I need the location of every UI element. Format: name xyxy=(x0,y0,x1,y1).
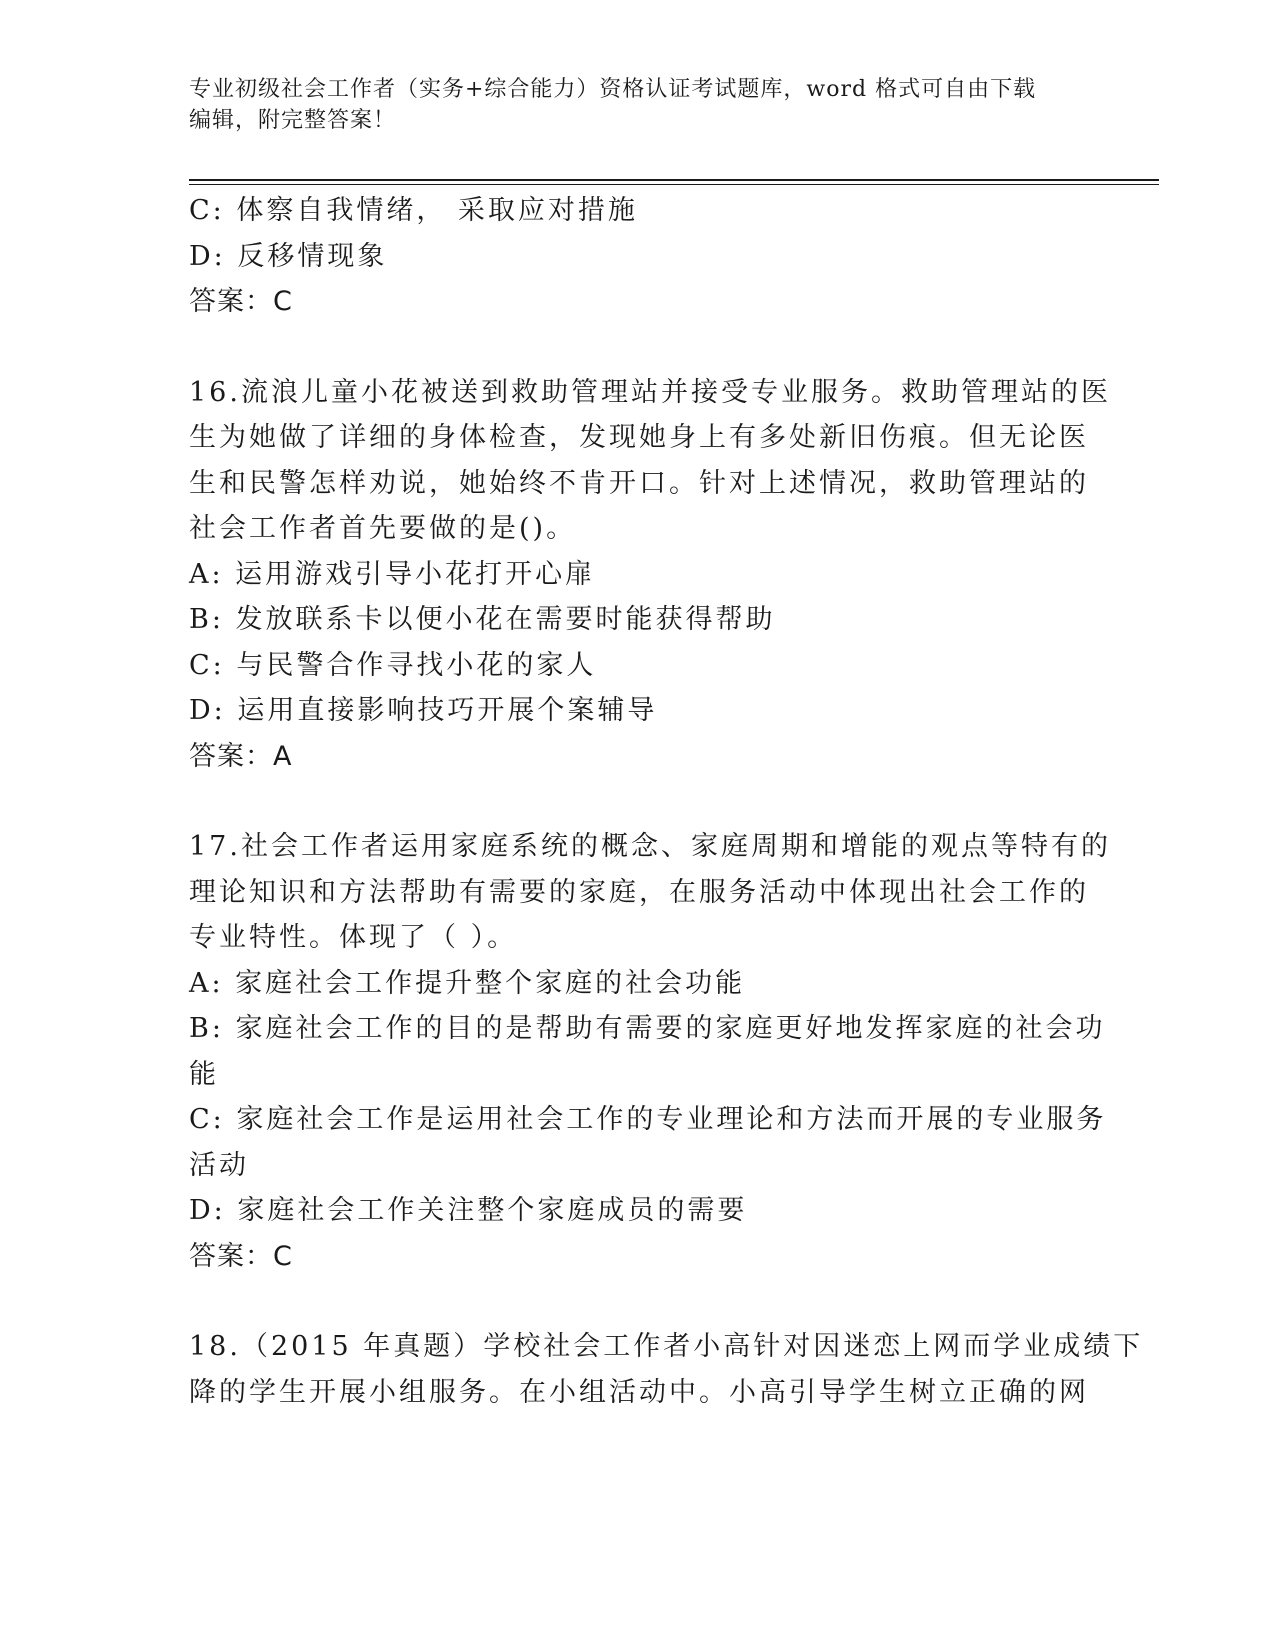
prev-option-c: C: 体察自我情绪， 采取应对措施 xyxy=(189,195,638,226)
question-17 xyxy=(189,824,1111,1279)
document-header xyxy=(189,74,1089,136)
q17-option-c: C: 家庭社会工作是运用社会工作的专业理论和方法而开展的专业服务 xyxy=(189,1104,1107,1135)
spacer xyxy=(189,325,1089,370)
q17-option-c-cont: 活动 xyxy=(189,1149,249,1181)
q16-option-a: A: 运用游戏引导小花打开心扉 xyxy=(189,558,596,590)
q16-stem-line: 16.流浪儿童小花被送到救助管理站并接受专业服务。救助管理站的医 xyxy=(189,376,1111,408)
q17-answer: 答案：C xyxy=(189,1240,293,1272)
question-16 xyxy=(189,370,1111,780)
header-rule-thin xyxy=(189,184,1159,185)
q18-stem-line: 18.（2015 年真题）学校社会工作者小高针对因迷恋上网而学业成绩下 xyxy=(189,1331,1144,1362)
q16-option-d: D: 运用直接影响技巧开展个案辅导 xyxy=(189,695,658,726)
q16-answer: 答案：A xyxy=(189,740,293,772)
header-line-1: 专业初级社会工作者（实务+综合能力）资格认证考试题库，word 格式可自由下载 xyxy=(189,77,1037,102)
q17-stem-line: 理论知识和方法帮助有需要的家庭，在服务活动中体现出社会工作的 xyxy=(189,876,1089,908)
q16-option-b: B: 发放联系卡以便小花在需要时能获得帮助 xyxy=(189,604,776,635)
prev-answer: 答案：C xyxy=(189,286,293,317)
q16-option-c: C: 与民警合作寻找小花的家人 xyxy=(189,649,597,681)
q17-option-b: B: 家庭社会工作的目的是帮助有需要的家庭更好地发挥家庭的社会功 xyxy=(189,1013,1106,1044)
question-18 xyxy=(189,1324,1144,1415)
spacer xyxy=(189,1279,1089,1324)
document-body xyxy=(189,188,1144,1415)
header-line-2: 编辑，附完整答案！ xyxy=(189,108,397,133)
q17-stem-line: 17.社会工作者运用家庭系统的概念、家庭周期和增能的观点等特有的 xyxy=(189,831,1111,862)
header-rule-thick xyxy=(189,179,1159,181)
q16-stem-line: 社会工作者首先要做的是()。 xyxy=(189,513,577,544)
q17-option-d: D: 家庭社会工作关注整个家庭成员的需要 xyxy=(189,1195,748,1226)
q17-option-b-cont: 能 xyxy=(189,1058,219,1090)
q17-stem-line: 专业特性。体现了（ ）。 xyxy=(189,922,518,953)
q17-option-a: A: 家庭社会工作提升整个家庭的社会功能 xyxy=(189,967,746,999)
q16-stem-line: 生为她做了详细的身体检查，发现她身上有多处新旧伤痕。但无论医 xyxy=(189,422,1089,453)
prev-option-d: D: 反移情现象 xyxy=(189,240,388,272)
q18-stem-line: 降的学生开展小组服务。在小组活动中。小高引导学生树立正确的网 xyxy=(189,1376,1089,1408)
spacer xyxy=(189,779,1089,824)
q16-stem-line: 生和民警怎样劝说，她始终不肯开口。针对上述情况，救助管理站的 xyxy=(189,467,1089,499)
